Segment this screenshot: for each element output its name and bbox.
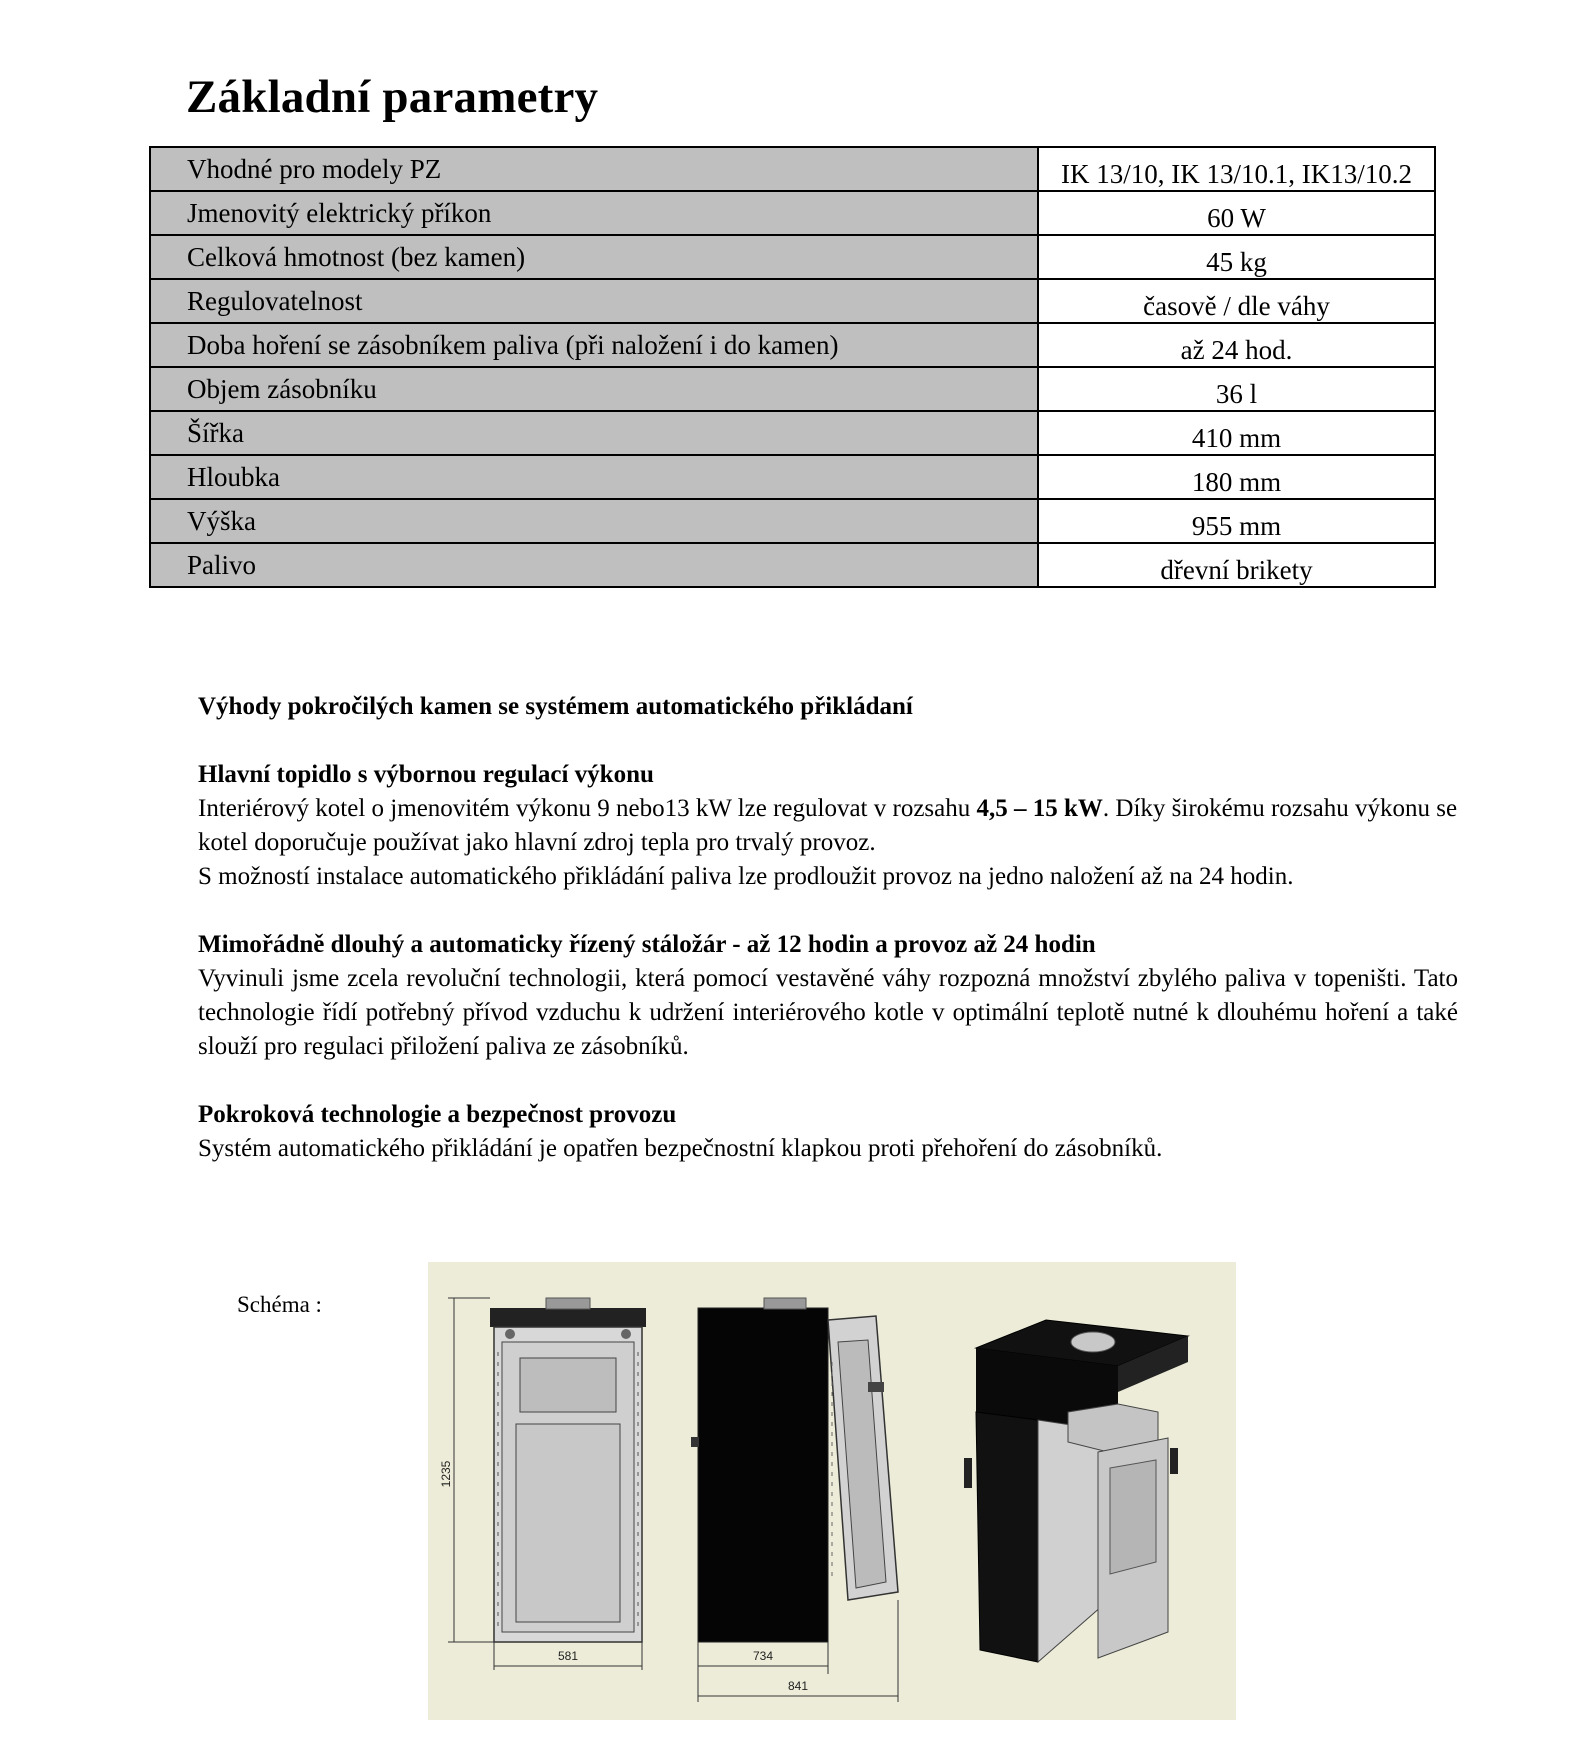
parameter-row [150,499,1435,543]
parameter-label: Palivo [150,543,1038,587]
parameter-label: Vhodné pro modely PZ [150,147,1038,191]
parameter-label: Celková hmotnost (bez kamen) [150,235,1038,279]
parameter-row [150,235,1435,279]
front-width-label: 581 [557,1649,579,1663]
safety-heading: Pokroková technologie a bezpečnost provozu [198,1101,677,1128]
parameter-value: IK 13/10, IK 13/10.1, IK13/10.2 [1038,147,1435,191]
parameter-value: 955 mm [1038,499,1435,543]
parameter-value: 60 W [1038,191,1435,235]
schema-figure [428,1262,1236,1720]
parameter-label: Regulovatelnost [150,279,1038,323]
parameter-row [150,411,1435,455]
parameter-label: Objem zásobníku [150,367,1038,411]
parameter-label: Hloubka [150,455,1038,499]
height-dimension [439,1298,494,1642]
front-view [490,1298,646,1642]
parameter-row [150,147,1435,191]
parameter-value: 36 l [1038,367,1435,411]
parameter-value: až 24 hod. [1038,323,1435,367]
advantages-section [198,690,1458,1166]
parameter-row [150,279,1435,323]
pilot-flame-text: Vyvinuli jsme zcela revoluční technologii, která pomocí vestavěné váhy rozpozná množství zbylého paliva v topeništi. Tato technologie řídí potřebný přívod vzduchu k udržení interiérového kotle v optimální teplotě nutné k dlouhému hoření a také slouží pro regulaci přiložení paliva ze zásobníků. [198,965,1458,1060]
parameter-value: 45 kg [1038,235,1435,279]
parameter-value: časově / dle váhy [1038,279,1435,323]
main-heater-text-2: S možností instalace automatického přikládání paliva lze prodloužit provoz na jedno naložení až na 24 hodin. [198,863,1294,890]
parameter-label: Doba hoření se zásobníkem paliva (při naložení i do kamen) [150,323,1038,367]
pilot-flame-heading: Mimořádně dlouhý a automaticky řízený stáložár - až 12 hodin a provoz až 24 hodin [198,931,1096,958]
height-label: 1235 [439,1460,453,1488]
parameter-label: Šířka [150,411,1038,455]
side-depth-label: 734 [752,1649,774,1663]
parameter-row [150,323,1435,367]
page-title: Základní parametry [186,71,599,123]
parameter-row [150,191,1435,235]
parameter-label: Jmenovitý elektrický příkon [150,191,1038,235]
parameter-value: 180 mm [1038,455,1435,499]
side-view [691,1298,898,1642]
side-total-label: 841 [787,1679,809,1693]
advantages-heading: Výhody pokročilých kamen se systémem automatického přikládaní [198,693,913,720]
isometric-view [964,1320,1188,1662]
parameter-row [150,543,1435,587]
parameter-row [150,455,1435,499]
parameter-row [150,367,1435,411]
parameter-value: 410 mm [1038,411,1435,455]
front-width-dimension [494,1642,642,1670]
main-heater-heading: Hlavní topidlo s výbornou regulací výkonu [198,761,654,788]
schema-label: Schéma : [237,1292,322,1317]
parameter-value: dřevní brikety [1038,543,1435,587]
parameters-table [149,146,1436,588]
parameter-label: Výška [150,499,1038,543]
safety-text: Systém automatického přikládání je opatřen bezpečnostní klapkou proti přehoření do zásobníků. [198,1135,1163,1162]
main-heater-text: Interiérový kotel o jmenovitém výkonu 9 nebo13 kW lze regulovat v rozsahu 4,5 – 15 kW. Díky širokému rozsahu výkonu se kotel doporučuje používat jako hlavní zdroj tepla pro trvalý provoz. [198,795,1458,856]
stove-drawing [428,1262,1236,1720]
